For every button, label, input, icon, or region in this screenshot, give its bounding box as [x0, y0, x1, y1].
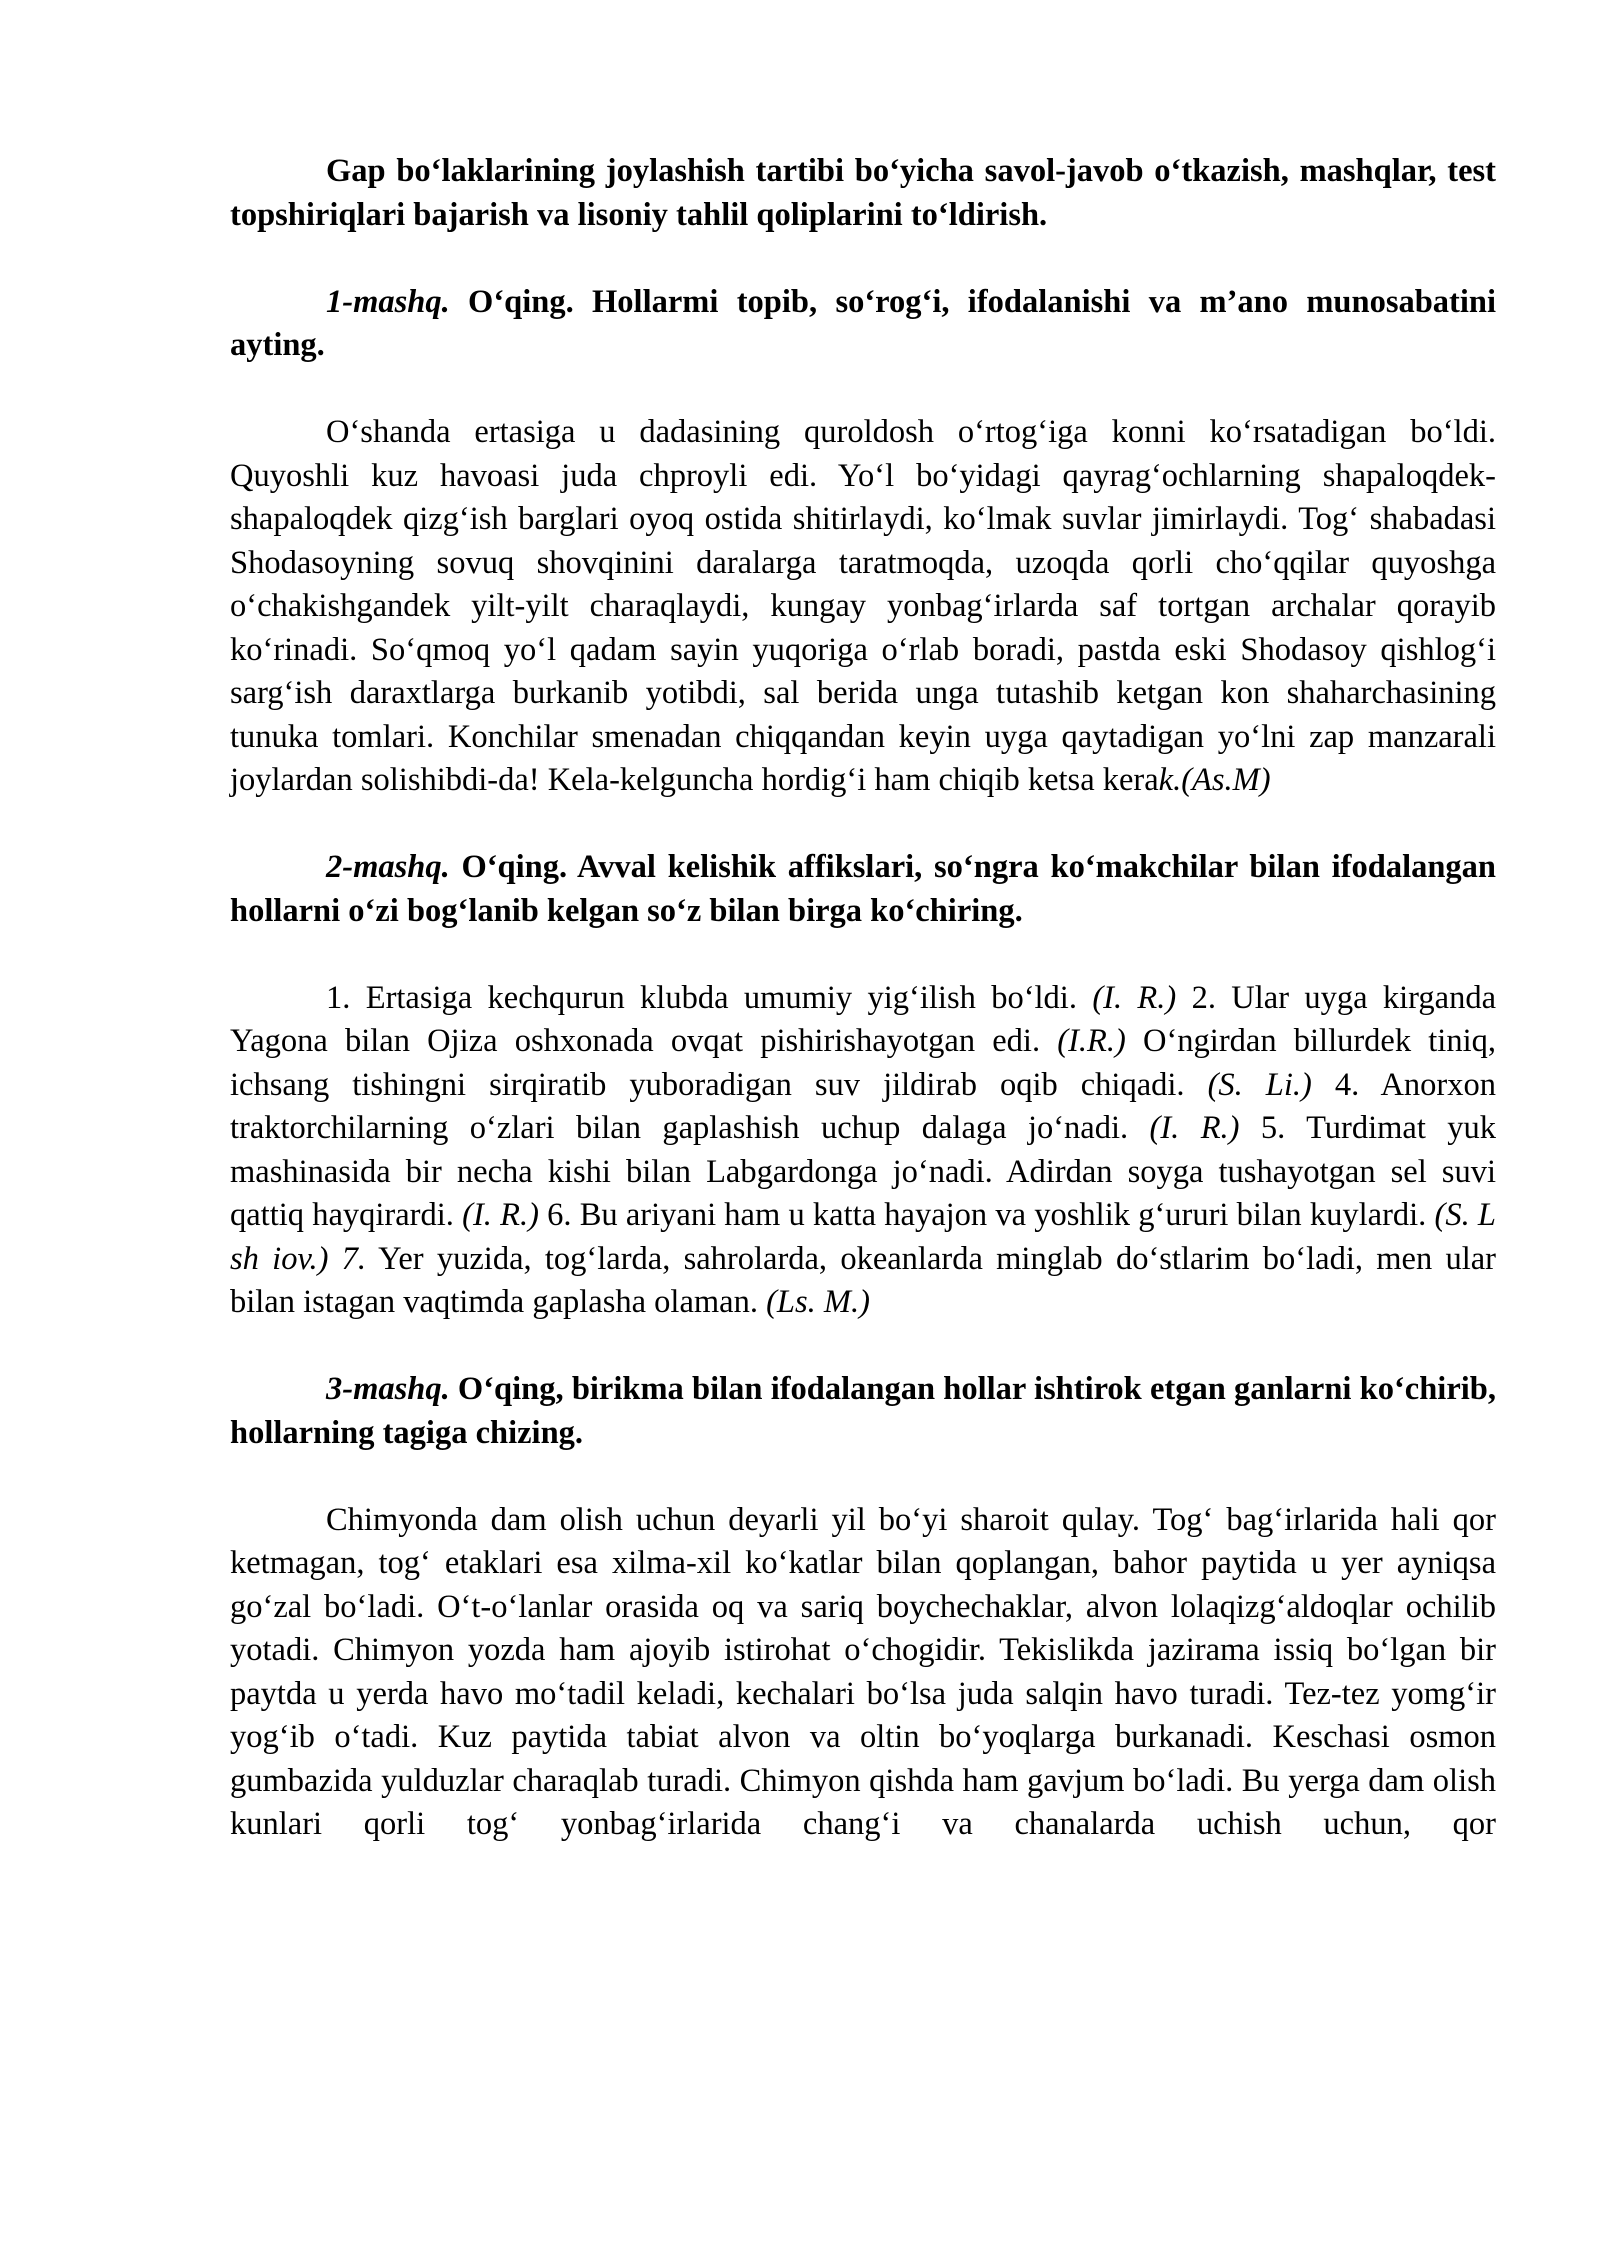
exercise-3-body: Chimyonda dam olish uchun deyarli yil bo‘yi sharoit qulay. Tog‘ bag‘irlarida hali qor ketmagan, tog‘ etaklari esa xilma-xil ko‘katlar bilan qoplangan, bahor paytida u yer ayniqsa go‘zal bo‘ladi. O‘t-o‘lanlar orasida oq va sariq boychechaklar, alvon lolaqizg‘aldoqlar ochilib yotadi. Chimyon yozda ham ajoyib istirohat o‘chogidir. Tekislikda jazirama issiq bo‘lgan bir paytda u yerda havo mo‘tadil keladi, kechalari bo‘lsa juda salqin havo turadi. Tez-tez yomg‘ir yog‘ib o‘tadi. Kuz paytida tabiat alvon va oltin bo‘yoqlarga burkanadi. Keschasi osmon gumbazida yulduzlar charaqlab turadi. Chimyon qishda ham gavjum bo‘ladi. Bu yerga dam olish kunlari qorli tog‘ yonbag‘irlarida chang‘i va chanalarda uchish uchun, qor	[230, 1501, 1496, 1842]
exercise-2-source: (I.R.)	[1057, 1023, 1126, 1059]
exercise-2-heading	[230, 846, 1496, 933]
exercise-3-label: 3-mashq.	[326, 1371, 450, 1407]
exercise-2-sentence: O‘ngirdan billurdek tiniq, ichsang tishingni sirqiratib yuboradigan suv jildirab oqib chiqadi.	[230, 1023, 1496, 1103]
exercise-2-source: (I. R.)	[462, 1197, 539, 1233]
exercise-2-sentence: Yer yuzida, tog‘larda, sahrolarda, okeanlarda minglab do‘stlarim bo‘ladi, men ular bilan istagan vaqtimda gaplasha olaman.	[230, 1240, 1497, 1320]
exercise-2-sentence: 4. Anorxon traktorchilarning o‘zlari bilan gaplashish uchup dalaga jo‘nadi.	[230, 1066, 1497, 1146]
exercise-2-source: (S. Li.)	[1207, 1066, 1312, 1103]
exercise-2-source: (Ls. M.)	[766, 1284, 870, 1320]
exercise-1-body: O‘shanda ertasiga u dadasining quroldosh o‘rtog‘iga konni ko‘rsatadigan bo‘ldi. Quyoshli kuz havoasi juda chproyli edi. Yo‘l bo‘yidagi qayrag‘ochlarning shapaloqdek-shapaloqdek qizg‘ish barglari oyoq ostida shitirlaydi, ko‘lmak suvlar jimirlaydi. Tog‘ shabadasi Shodasoyning sovuq shovqinini daralarga taratmoqda, uzoqda qorli cho‘qqilar quyoshga o‘chakishgandek yilt-yilt charaqlaydi, kungay yonbag‘irlarda saf tortgan archalar qorayib ko‘rinadi. So‘qmoq yo‘l qadam sayin yuqoriga o‘rlab boradi, pastda eski Shodasoy qishlog‘i sarg‘ish daraxtlarga burkanib yotibdi, sal berida unga tutashib ketgan kon shaharchasining tunuka tomlari. Konchilar smenadan chiqqandan keyin uyga qaytadigan yo‘lni zap manzarali joylardan solishibdi-da! Kela-kelguncha hordig‘i ham chiqib ketsa kera	[230, 414, 1496, 798]
exercise-1-instruction: O‘qing. Hollarmi topib, so‘rog‘i, ifodalanishi va m’ano munosabatini ayting.	[230, 283, 1496, 363]
exercise-2-sentence: 2. Ular uyga kirganda Yagona bilan Ojiza oshxonada ovqat pishirishayotgan edi.	[230, 979, 1497, 1059]
exercise-2-source: (I. R.)	[1149, 1110, 1240, 1146]
exercise-2-sentence: 6. Bu ariyani ham u katta hayajon va yoshlik g‘ururi bilan kuylardi.	[538, 1197, 1435, 1233]
exercise-1-source: k.(As.M)	[1158, 762, 1271, 798]
exercise-1-heading	[230, 281, 1496, 368]
exercise-2-label: 2-mashq.	[326, 849, 450, 885]
exercise-3-text	[230, 1499, 1496, 1847]
exercise-2-source: (I. R.)	[1092, 979, 1177, 1016]
exercise-2-source: (S. L sh iov.) 7.	[230, 1197, 1497, 1277]
exercise-2-sentence: 5. Turdimat yuk mashinasida bir necha kishi bilan Labgardonga jo‘nadi. Adirdan soyga tushayotgan sel suvi qattiq hayqirardi.	[230, 1110, 1497, 1233]
document-page	[230, 150, 1496, 1847]
exercise-1-text	[230, 411, 1496, 803]
exercise-2-instruction: O‘qing. Avval kelishik affikslari, so‘ngra ko‘makchilar bilan ifodalangan hollarni o‘zi bog‘lanib kelgan so‘z bilan birga ko‘chiring.	[230, 849, 1496, 929]
exercise-3-heading	[230, 1368, 1496, 1455]
exercise-2-sentence: 1. Ertasiga kechqurun klubda umumiy yig‘ilish bo‘ldi.	[326, 979, 1093, 1016]
exercise-3-instruction: O‘qing, birikma bilan ifodalangan hollar ishtirok etgan ganlarni ko‘chirib, hollarning tagiga chizing.	[230, 1371, 1496, 1451]
document-title: Gap bo‘laklarining joylashish tartibi bo‘yicha savol-javob o‘tkazish, mashqlar, test topshiriqlari bajarish va lisoniy tahlil qoliplarini to‘ldirish.	[230, 153, 1496, 233]
exercise-2-text	[230, 977, 1496, 1325]
exercise-1-label: 1-mashq.	[326, 283, 450, 320]
